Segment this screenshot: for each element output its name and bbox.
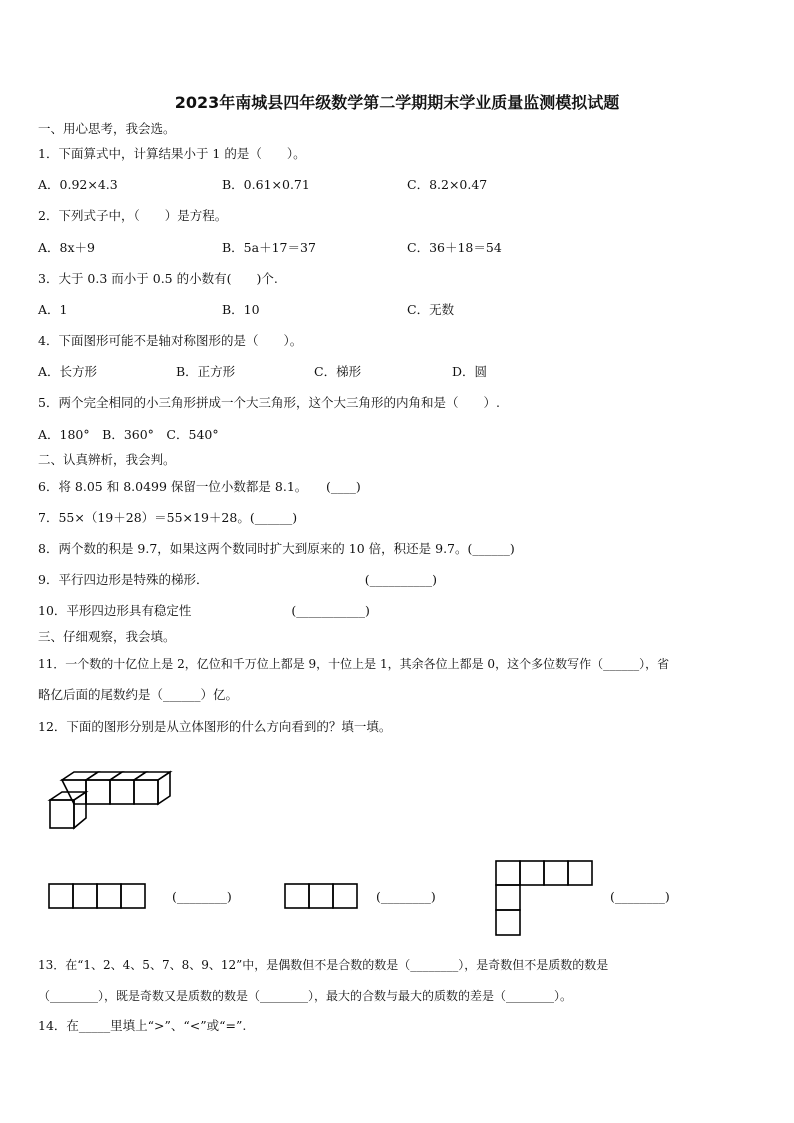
question-14-stem: 14．在_____里填上“>”、“<”或“=”. bbox=[38, 1018, 247, 1033]
question-4-option-c: C．梯形 bbox=[314, 364, 362, 379]
question-2-option-b: B．5a＋17＝37 bbox=[222, 240, 316, 255]
question-6: 6．将 8.05 和 8.0499 保留一位小数都是 8.1。 (____) bbox=[38, 479, 361, 494]
question-1-option-c: C．8.2×0.47 bbox=[407, 177, 488, 192]
question-2-stem: 2．下列式子中，（ ）是方程。 bbox=[38, 208, 228, 223]
view-figure-three-squares bbox=[284, 883, 360, 911]
question-4-stem: 4．下面图形可能不是轴对称图形的是（ ）。 bbox=[38, 333, 303, 348]
cube-solid-figure bbox=[46, 770, 172, 832]
question-10: 10．平形四边形具有稳定性 (___________) bbox=[38, 603, 370, 618]
question-4-option-a: A．长方形 bbox=[38, 364, 98, 379]
question-3-option-c: C．无数 bbox=[407, 302, 455, 317]
section-heading-choose: 一、用心思考，我会选。 bbox=[38, 121, 176, 136]
question-12-stem: 12．下面的图形分别是从立体图形的什么方向看到的？填一填。 bbox=[38, 719, 392, 734]
question-3-option-b: B．10 bbox=[222, 302, 260, 317]
question-1-option-b: B．0.61×0.71 bbox=[222, 177, 310, 192]
view-figure-l-shape bbox=[495, 860, 595, 938]
question-11-line-2: 略亿后面的尾数约是（______）亿。 bbox=[38, 687, 239, 702]
exam-title: 2023年南城县四年级数学第二学期期末学业质量监测模拟试题 bbox=[174, 93, 620, 112]
question-2-option-c: C．36＋18＝54 bbox=[407, 240, 502, 255]
question-8: 8．两个数的积是 9.7，如果这两个数同时扩大到原来的 10 倍，积还是 9.7。(______) bbox=[38, 541, 515, 556]
view-3-answer-blank[interactable]: (________) bbox=[610, 889, 670, 904]
question-9: 9．平行四边形是特殊的梯形． (__________) bbox=[38, 572, 437, 587]
question-1-option-a: A．0.92×4.3 bbox=[38, 177, 118, 192]
question-2-option-a: A．8x＋9 bbox=[38, 240, 95, 255]
view-1-answer-blank[interactable]: (________) bbox=[172, 889, 232, 904]
section-heading-fill: 三、仔细观察，我会填。 bbox=[38, 629, 176, 644]
question-13-line-2: （________），既是奇数又是质数的数是（________），最大的合数与最大的质数的差是（________）。 bbox=[38, 989, 573, 1003]
question-3-stem: 3．大于 0.3 而小于 0.5 的小数有( )个. bbox=[38, 271, 278, 286]
question-5-stem: 5．两个完全相同的小三角形拼成一个大三角形，这个大三角形的内角和是（ ）. bbox=[38, 395, 500, 410]
question-1-stem: 1．下面算式中，计算结果小于 1 的是（ ）。 bbox=[38, 146, 306, 161]
question-4-option-b: B．正方形 bbox=[176, 364, 236, 379]
view-figure-four-squares bbox=[48, 883, 148, 911]
view-2-answer-blank[interactable]: (________) bbox=[376, 889, 436, 904]
question-13-line-1: 13．在“1、2、4、5、7、8、9、12”中，是偶数但不是合数的数是（________），是奇数但不是质数的数是 bbox=[38, 958, 609, 972]
question-11-line-1: 11．一个数的十亿位上是 2，亿位和千万位上都是 9，十位上是 1，其余各位上都是 0，这个多位数写作（______），省 bbox=[38, 657, 670, 671]
question-3-option-a: A．1 bbox=[38, 302, 68, 317]
section-heading-judge: 二、认真辨析，我会判。 bbox=[38, 452, 176, 467]
question-4-option-d: D．圆 bbox=[452, 364, 488, 379]
question-7: 7．55×（19＋28）＝55×19＋28。(______) bbox=[38, 510, 298, 525]
question-5-options: A．180° B．360° C．540° bbox=[38, 427, 219, 442]
